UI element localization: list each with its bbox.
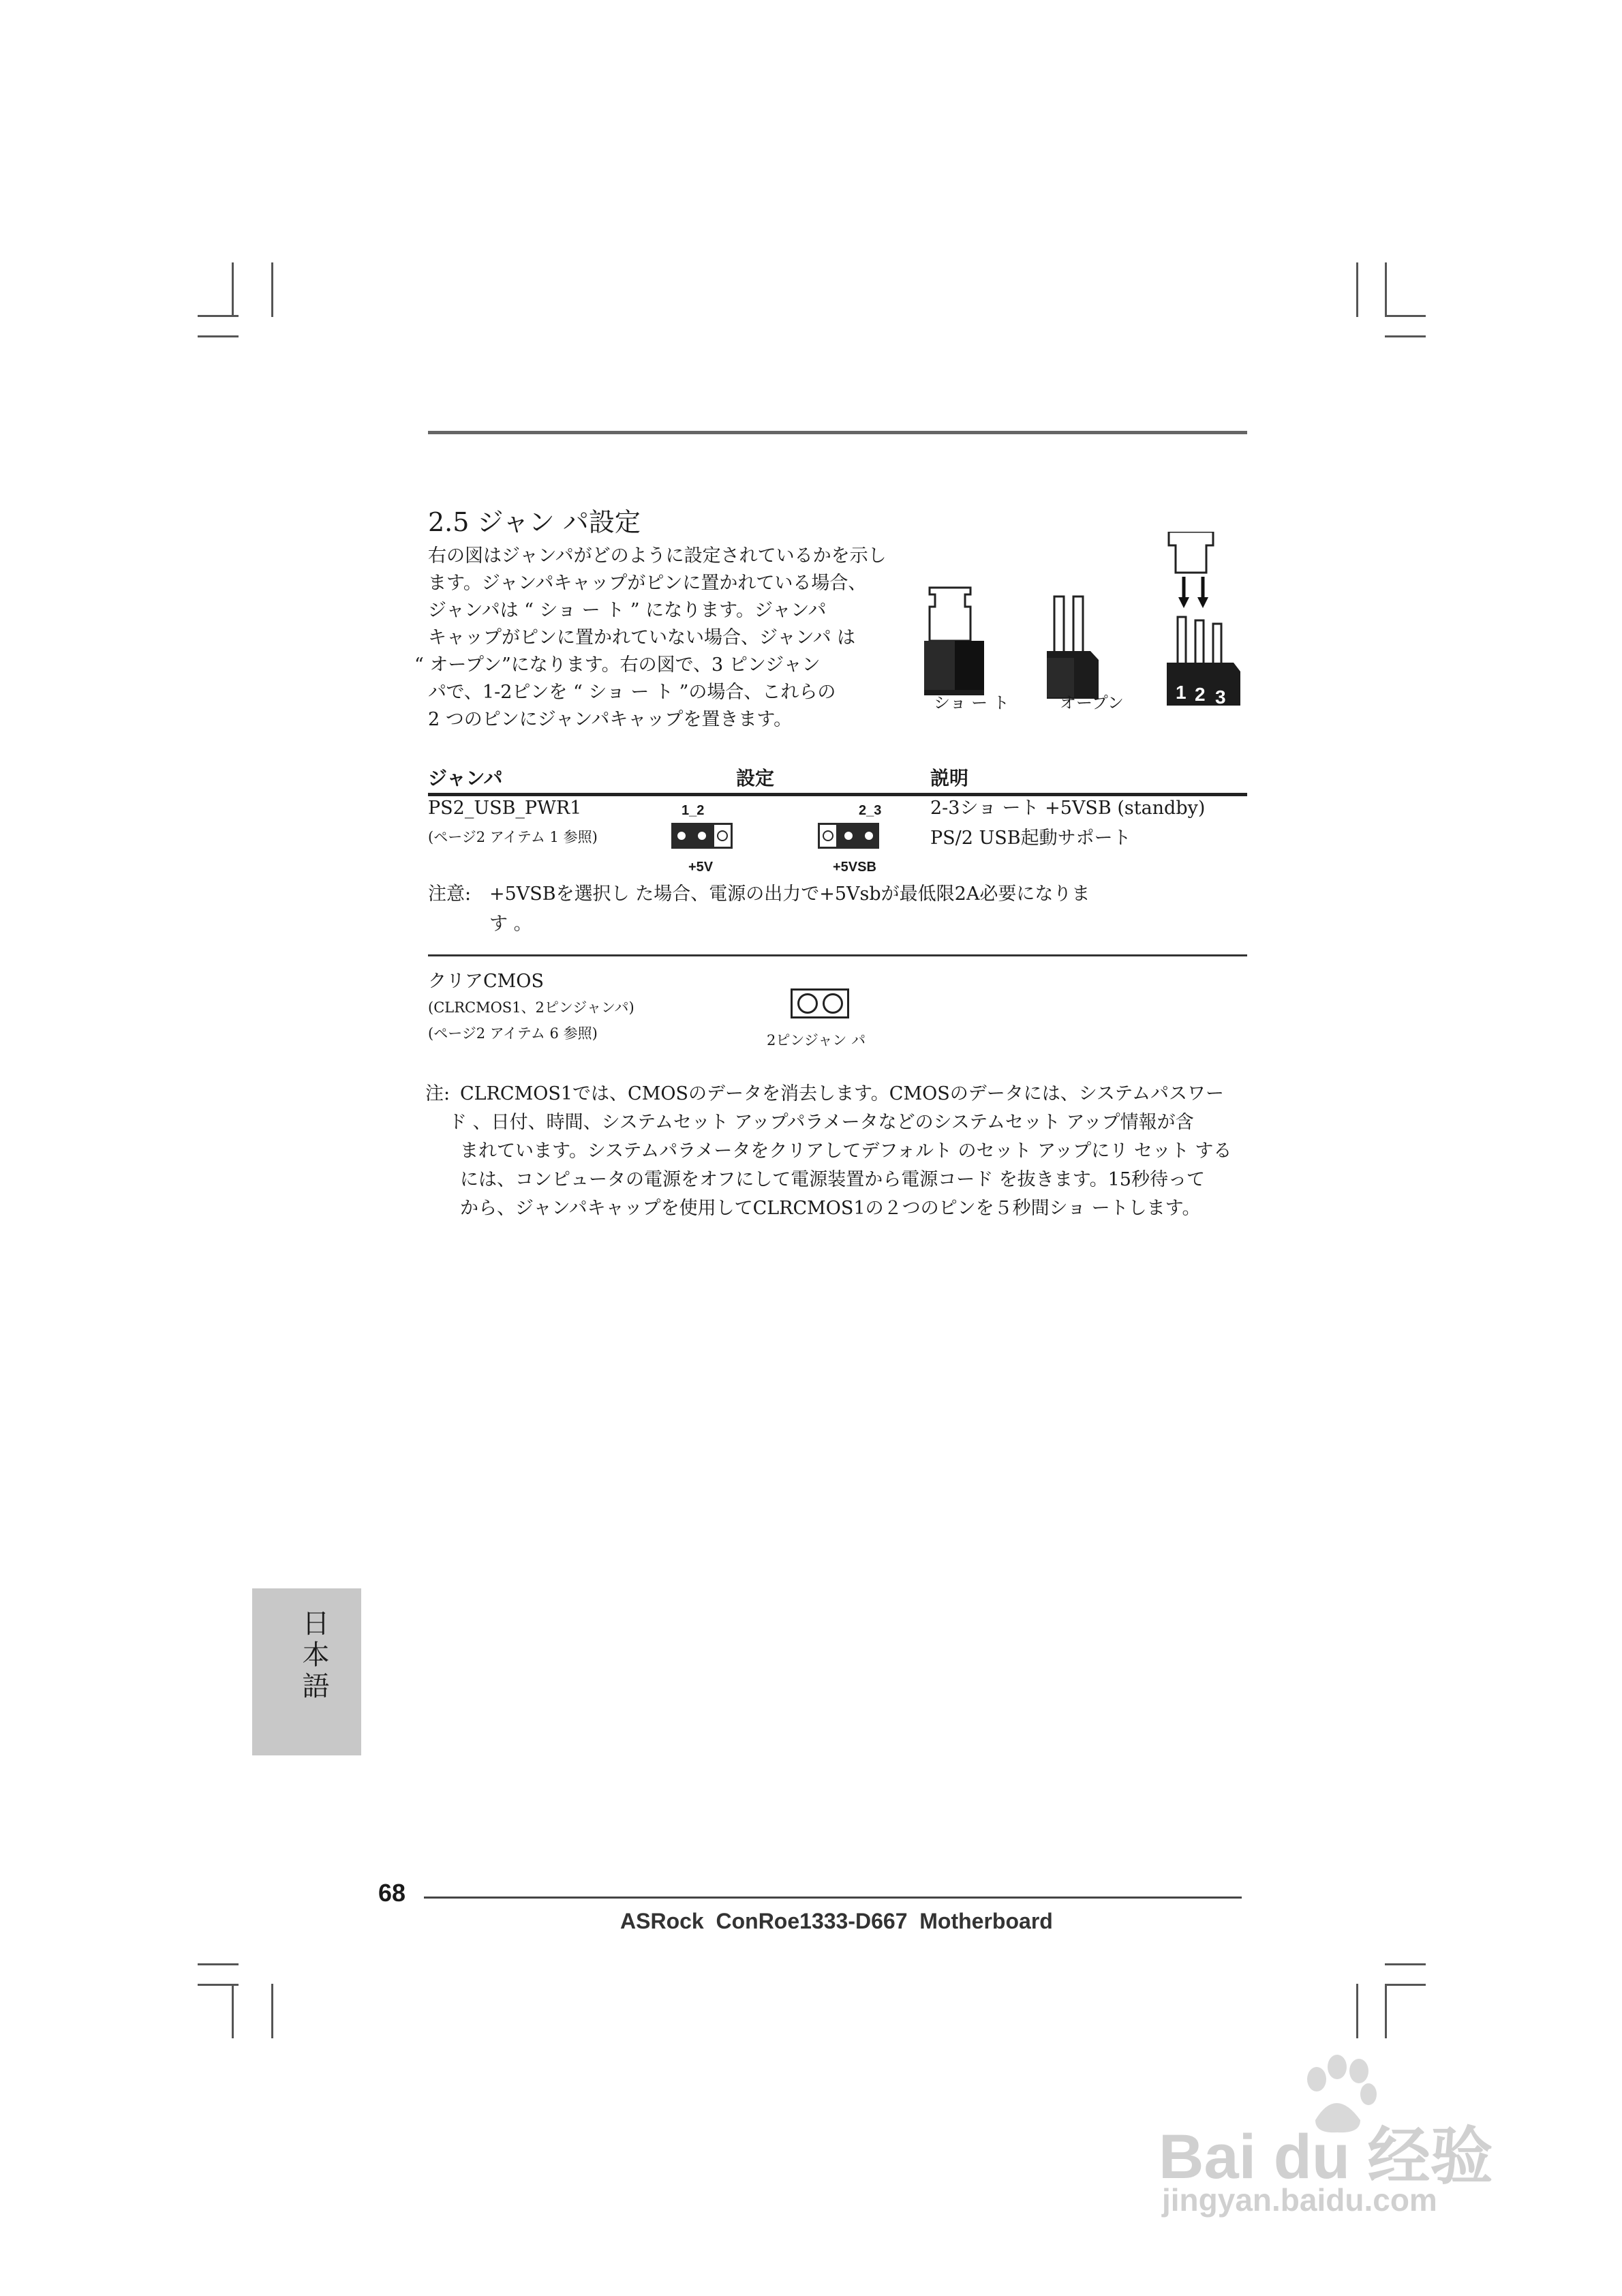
pin-open <box>823 993 843 1014</box>
pin-1-label: 1 <box>1176 682 1187 703</box>
crop-mark <box>271 262 273 317</box>
note2-line: まれています。システムパラメータをクリアしてデフォルト のセット アップにリ セット する <box>460 1141 1232 1162</box>
jumper-1-2-diagram <box>671 823 733 849</box>
product-name: ASRock ConRoe1333-D667 Motherboard <box>620 1909 1053 1933</box>
footer-rule <box>424 1897 1242 1899</box>
crop-mark <box>1385 262 1387 317</box>
intro-line: パで、1-2ピンを “ ショ ー ト ”の場合、これらの <box>428 682 836 703</box>
header-description: 説明 <box>930 767 969 789</box>
intro-line: ます。ジャンパキャップがピンに置かれている場合、 <box>428 573 867 594</box>
note2-line: CLRCMOS1では、CMOSのデータを消去します。CMOSのデータには、システムパスワー <box>460 1083 1225 1104</box>
note2-line: ド 、日付、時間、システムセット アップパラメータなどのシステムセット アップ情報が含 <box>448 1112 1194 1133</box>
open-jumper-figure <box>1047 596 1099 699</box>
page-number: 68 <box>378 1879 406 1907</box>
crop-mark <box>198 335 239 337</box>
option-5v-label: +5V <box>688 860 714 875</box>
option-1-2-label: 1_2 <box>682 803 705 818</box>
note-line-1: +5VSBを選択し た場合、電源の出力で+5Vsbが最低限2A必要になりま <box>489 883 1090 905</box>
jumper-ref: (ページ2 アイテム 1 参照) <box>428 829 598 845</box>
note-label: 注意: <box>428 883 472 905</box>
pin-open <box>712 823 733 849</box>
crop-mark <box>1385 1963 1426 1965</box>
language-tab <box>252 1588 361 1755</box>
pin-shorted <box>859 823 879 849</box>
section-divider <box>428 954 1247 956</box>
description-line-2: PS/2 USB起動サポート <box>930 828 1131 849</box>
three-pin-jumper-figure <box>1167 532 1240 708</box>
description-line-1: 2-3ショ ート +5VSB (standby) <box>930 798 1206 819</box>
jumper-2-3-diagram <box>818 823 879 849</box>
two-pin-jumper-diagram <box>791 988 849 1018</box>
pin-3-label: 3 <box>1215 686 1226 708</box>
crop-mark <box>1385 335 1426 337</box>
open-label: オープン <box>1060 693 1124 712</box>
clear-cmos-title: クリアCMOS <box>428 971 544 992</box>
crop-mark <box>271 1984 273 2038</box>
crop-mark <box>1385 1984 1426 1986</box>
intro-line: “ オープン”になります。右の図で、3 ピンジャン <box>414 654 821 676</box>
two-pin-caption: 2ピンジャン パ <box>767 1032 866 1048</box>
intro-line: 2 つのピンにジャンパキャップを置きます。 <box>428 709 793 730</box>
header-setting: 設定 <box>736 767 775 789</box>
language-tab-label: 日本語 <box>298 1609 329 1703</box>
crop-mark <box>1356 1984 1358 2038</box>
watermark-url: jingyan.baidu.com <box>1162 2182 1437 2218</box>
intro-line: ジャンパは “ ショ ー ト ” になります。ジャンパ <box>428 600 827 621</box>
short-label: ショ ー ト <box>934 693 1009 712</box>
pin-2-label: 2 <box>1195 684 1206 705</box>
crop-mark <box>198 315 239 317</box>
note-line-2: す 。 <box>489 913 532 935</box>
watermark-brand: Bai du 经验 <box>1159 2122 1493 2192</box>
pin-shorted <box>838 823 859 849</box>
baidu-watermark <box>1159 2052 1547 2222</box>
crop-mark <box>232 1984 234 2038</box>
top-rule <box>428 431 1247 434</box>
pin-shorted <box>671 823 692 849</box>
header-jumper: ジャンパ <box>428 767 503 789</box>
pin-open <box>818 823 838 849</box>
note2-line: から、ジャンパキャップを使用してCLRCMOS1の２つのピンを５秒間ショ ートします。 <box>460 1198 1201 1219</box>
pin-shorted <box>692 823 712 849</box>
note2-label: 注: <box>425 1083 450 1104</box>
pin-open <box>797 993 818 1014</box>
intro-paragraph <box>414 543 887 734</box>
option-5vsb-label: +5VSB <box>833 860 876 875</box>
section-title: 2.5 ジャン パ設定 <box>428 507 641 537</box>
intro-line: 右の図はジャンパがどのように設定されているかを示し <box>428 545 887 567</box>
crop-mark <box>1385 1984 1387 2038</box>
option-2-3-label: 2_3 <box>859 803 882 818</box>
crop-mark <box>1356 262 1358 317</box>
crop-mark <box>1385 315 1426 317</box>
clear-cmos-sub2: (ページ2 アイテム 6 参照) <box>428 1025 598 1042</box>
jumper-name: PS2_USB_PWR1 <box>428 798 582 819</box>
crop-mark <box>232 262 234 317</box>
clear-cmos-sub1: (CLRCMOS1、2ピンジャンパ) <box>428 999 634 1016</box>
note2-line: には、コンピュータの電源をオフにして電源装置から電源コード を抜きます。15秒待って <box>460 1169 1205 1190</box>
intro-line: キャップがピンに置かれていない場合、ジャンパ は <box>428 627 856 648</box>
crop-mark <box>198 1963 239 1965</box>
short-jumper-figure <box>924 588 984 695</box>
